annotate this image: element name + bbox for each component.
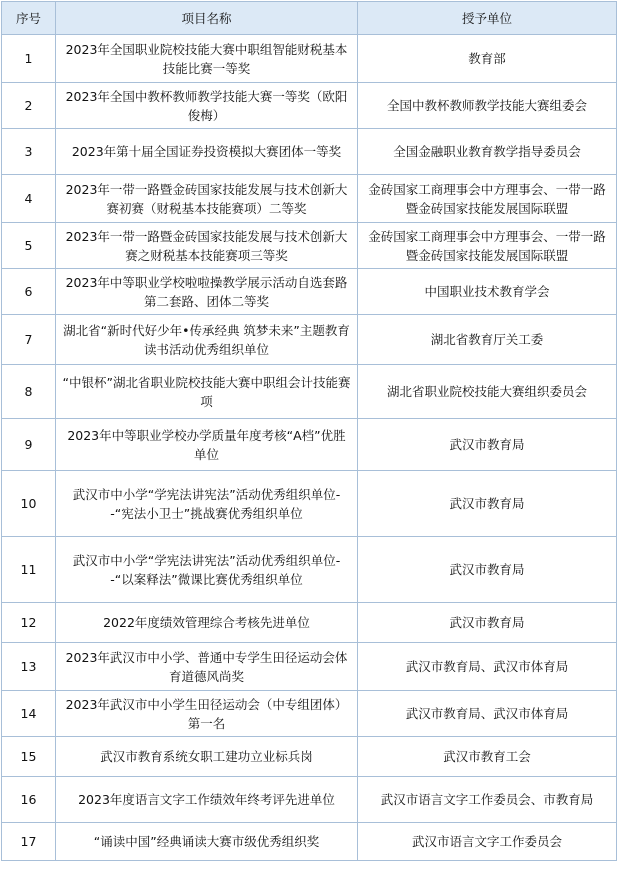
row-index: 8 xyxy=(2,365,56,419)
row-index: 14 xyxy=(2,691,56,737)
table-row xyxy=(2,643,617,691)
table-row xyxy=(2,223,617,269)
table-row xyxy=(2,35,617,83)
row-project-name: 2023年度语言文字工作绩效年终考评先进单位 xyxy=(56,777,358,823)
row-index: 15 xyxy=(2,737,56,777)
table-row xyxy=(2,315,617,365)
row-grantor: 武汉市语言文字工作委员会、市教育局 xyxy=(358,777,617,823)
table-row xyxy=(2,129,617,175)
row-grantor: 金砖国家工商理事会中方理事会、一带一路暨金砖国家技能发展国际联盟 xyxy=(358,223,617,269)
row-project-name: 武汉市中小学“学宪法讲宪法”活动优秀组织单位--“宪法小卫士”挑战赛优秀组织单位 xyxy=(56,471,358,537)
table-row xyxy=(2,777,617,823)
row-grantor: 武汉市教育工会 xyxy=(358,737,617,777)
table-row xyxy=(2,603,617,643)
awards-table xyxy=(1,1,617,861)
row-index: 11 xyxy=(2,537,56,603)
row-index: 2 xyxy=(2,83,56,129)
row-index: 9 xyxy=(2,419,56,471)
table-row xyxy=(2,175,617,223)
row-grantor: 教育部 xyxy=(358,35,617,83)
row-project-name: 2023年一带一路暨金砖国家技能发展与技术创新大赛初赛（财税基本技能赛项）二等奖 xyxy=(56,175,358,223)
row-index: 10 xyxy=(2,471,56,537)
row-grantor: 武汉市教育局 xyxy=(358,537,617,603)
table-row xyxy=(2,737,617,777)
header-name: 项目名称 xyxy=(56,2,358,35)
row-project-name: 2023年武汉市中小学生田径运动会（中专组团体）第一名 xyxy=(56,691,358,737)
header-index: 序号 xyxy=(2,2,56,35)
table-row xyxy=(2,691,617,737)
row-grantor: 湖北省职业院校技能大赛组织委员会 xyxy=(358,365,617,419)
table-row xyxy=(2,269,617,315)
table-row xyxy=(2,419,617,471)
row-project-name: 2023年武汉市中小学、普通中专学生田径运动会体育道德风尚奖 xyxy=(56,643,358,691)
row-grantor: 湖北省教育厅关工委 xyxy=(358,315,617,365)
row-grantor: 武汉市教育局 xyxy=(358,471,617,537)
row-grantor: 全国金融职业教育教学指导委员会 xyxy=(358,129,617,175)
row-grantor: 武汉市教育局 xyxy=(358,419,617,471)
row-index: 1 xyxy=(2,35,56,83)
row-index: 7 xyxy=(2,315,56,365)
table-row xyxy=(2,823,617,861)
row-grantor: 武汉市教育局、武汉市体育局 xyxy=(358,643,617,691)
row-project-name: 2023年一带一路暨金砖国家技能发展与技术创新大赛之财税基本技能赛项三等奖 xyxy=(56,223,358,269)
row-project-name: 2023年中等职业学校办学质量年度考核“A档”优胜单位 xyxy=(56,419,358,471)
row-grantor: 武汉市语言文字工作委员会 xyxy=(358,823,617,861)
header-unit: 授予单位 xyxy=(358,2,617,35)
row-project-name: 武汉市教育系统女职工建功立业标兵岗 xyxy=(56,737,358,777)
row-grantor: 金砖国家工商理事会中方理事会、一带一路暨金砖国家技能发展国际联盟 xyxy=(358,175,617,223)
row-project-name: 2023年全国中教杯教师教学技能大赛一等奖（欧阳俊梅） xyxy=(56,83,358,129)
row-index: 17 xyxy=(2,823,56,861)
header-row xyxy=(2,2,617,35)
table-row xyxy=(2,83,617,129)
row-index: 13 xyxy=(2,643,56,691)
row-project-name: “诵读中国”经典诵读大赛市级优秀组织奖 xyxy=(56,823,358,861)
row-project-name: “中银杯”湖北省职业院校技能大赛中职组会计技能赛项 xyxy=(56,365,358,419)
row-grantor: 中国职业技术教育学会 xyxy=(358,269,617,315)
row-project-name: 2023年第十届全国证券投资模拟大赛团体一等奖 xyxy=(56,129,358,175)
row-grantor: 全国中教杯教师教学技能大赛组委会 xyxy=(358,83,617,129)
row-project-name: 武汉市中小学“学宪法讲宪法”活动优秀组织单位--“以案释法”微课比赛优秀组织单位 xyxy=(56,537,358,603)
row-index: 5 xyxy=(2,223,56,269)
row-index: 4 xyxy=(2,175,56,223)
row-project-name: 2023年全国职业院校技能大赛中职组智能财税基本技能比赛一等奖 xyxy=(56,35,358,83)
row-grantor: 武汉市教育局、武汉市体育局 xyxy=(358,691,617,737)
table-row xyxy=(2,537,617,603)
row-index: 16 xyxy=(2,777,56,823)
row-index: 12 xyxy=(2,603,56,643)
row-project-name: 2023年中等职业学校啦啦操教学展示活动自选套路第二套路、团体二等奖 xyxy=(56,269,358,315)
row-index: 3 xyxy=(2,129,56,175)
row-project-name: 2022年度绩效管理综合考核先进单位 xyxy=(56,603,358,643)
row-index: 6 xyxy=(2,269,56,315)
row-project-name: 湖北省“新时代好少年•传承经典 筑梦未来”主题教育读书活动优秀组织单位 xyxy=(56,315,358,365)
table-row xyxy=(2,471,617,537)
row-grantor: 武汉市教育局 xyxy=(358,603,617,643)
table-row xyxy=(2,365,617,419)
